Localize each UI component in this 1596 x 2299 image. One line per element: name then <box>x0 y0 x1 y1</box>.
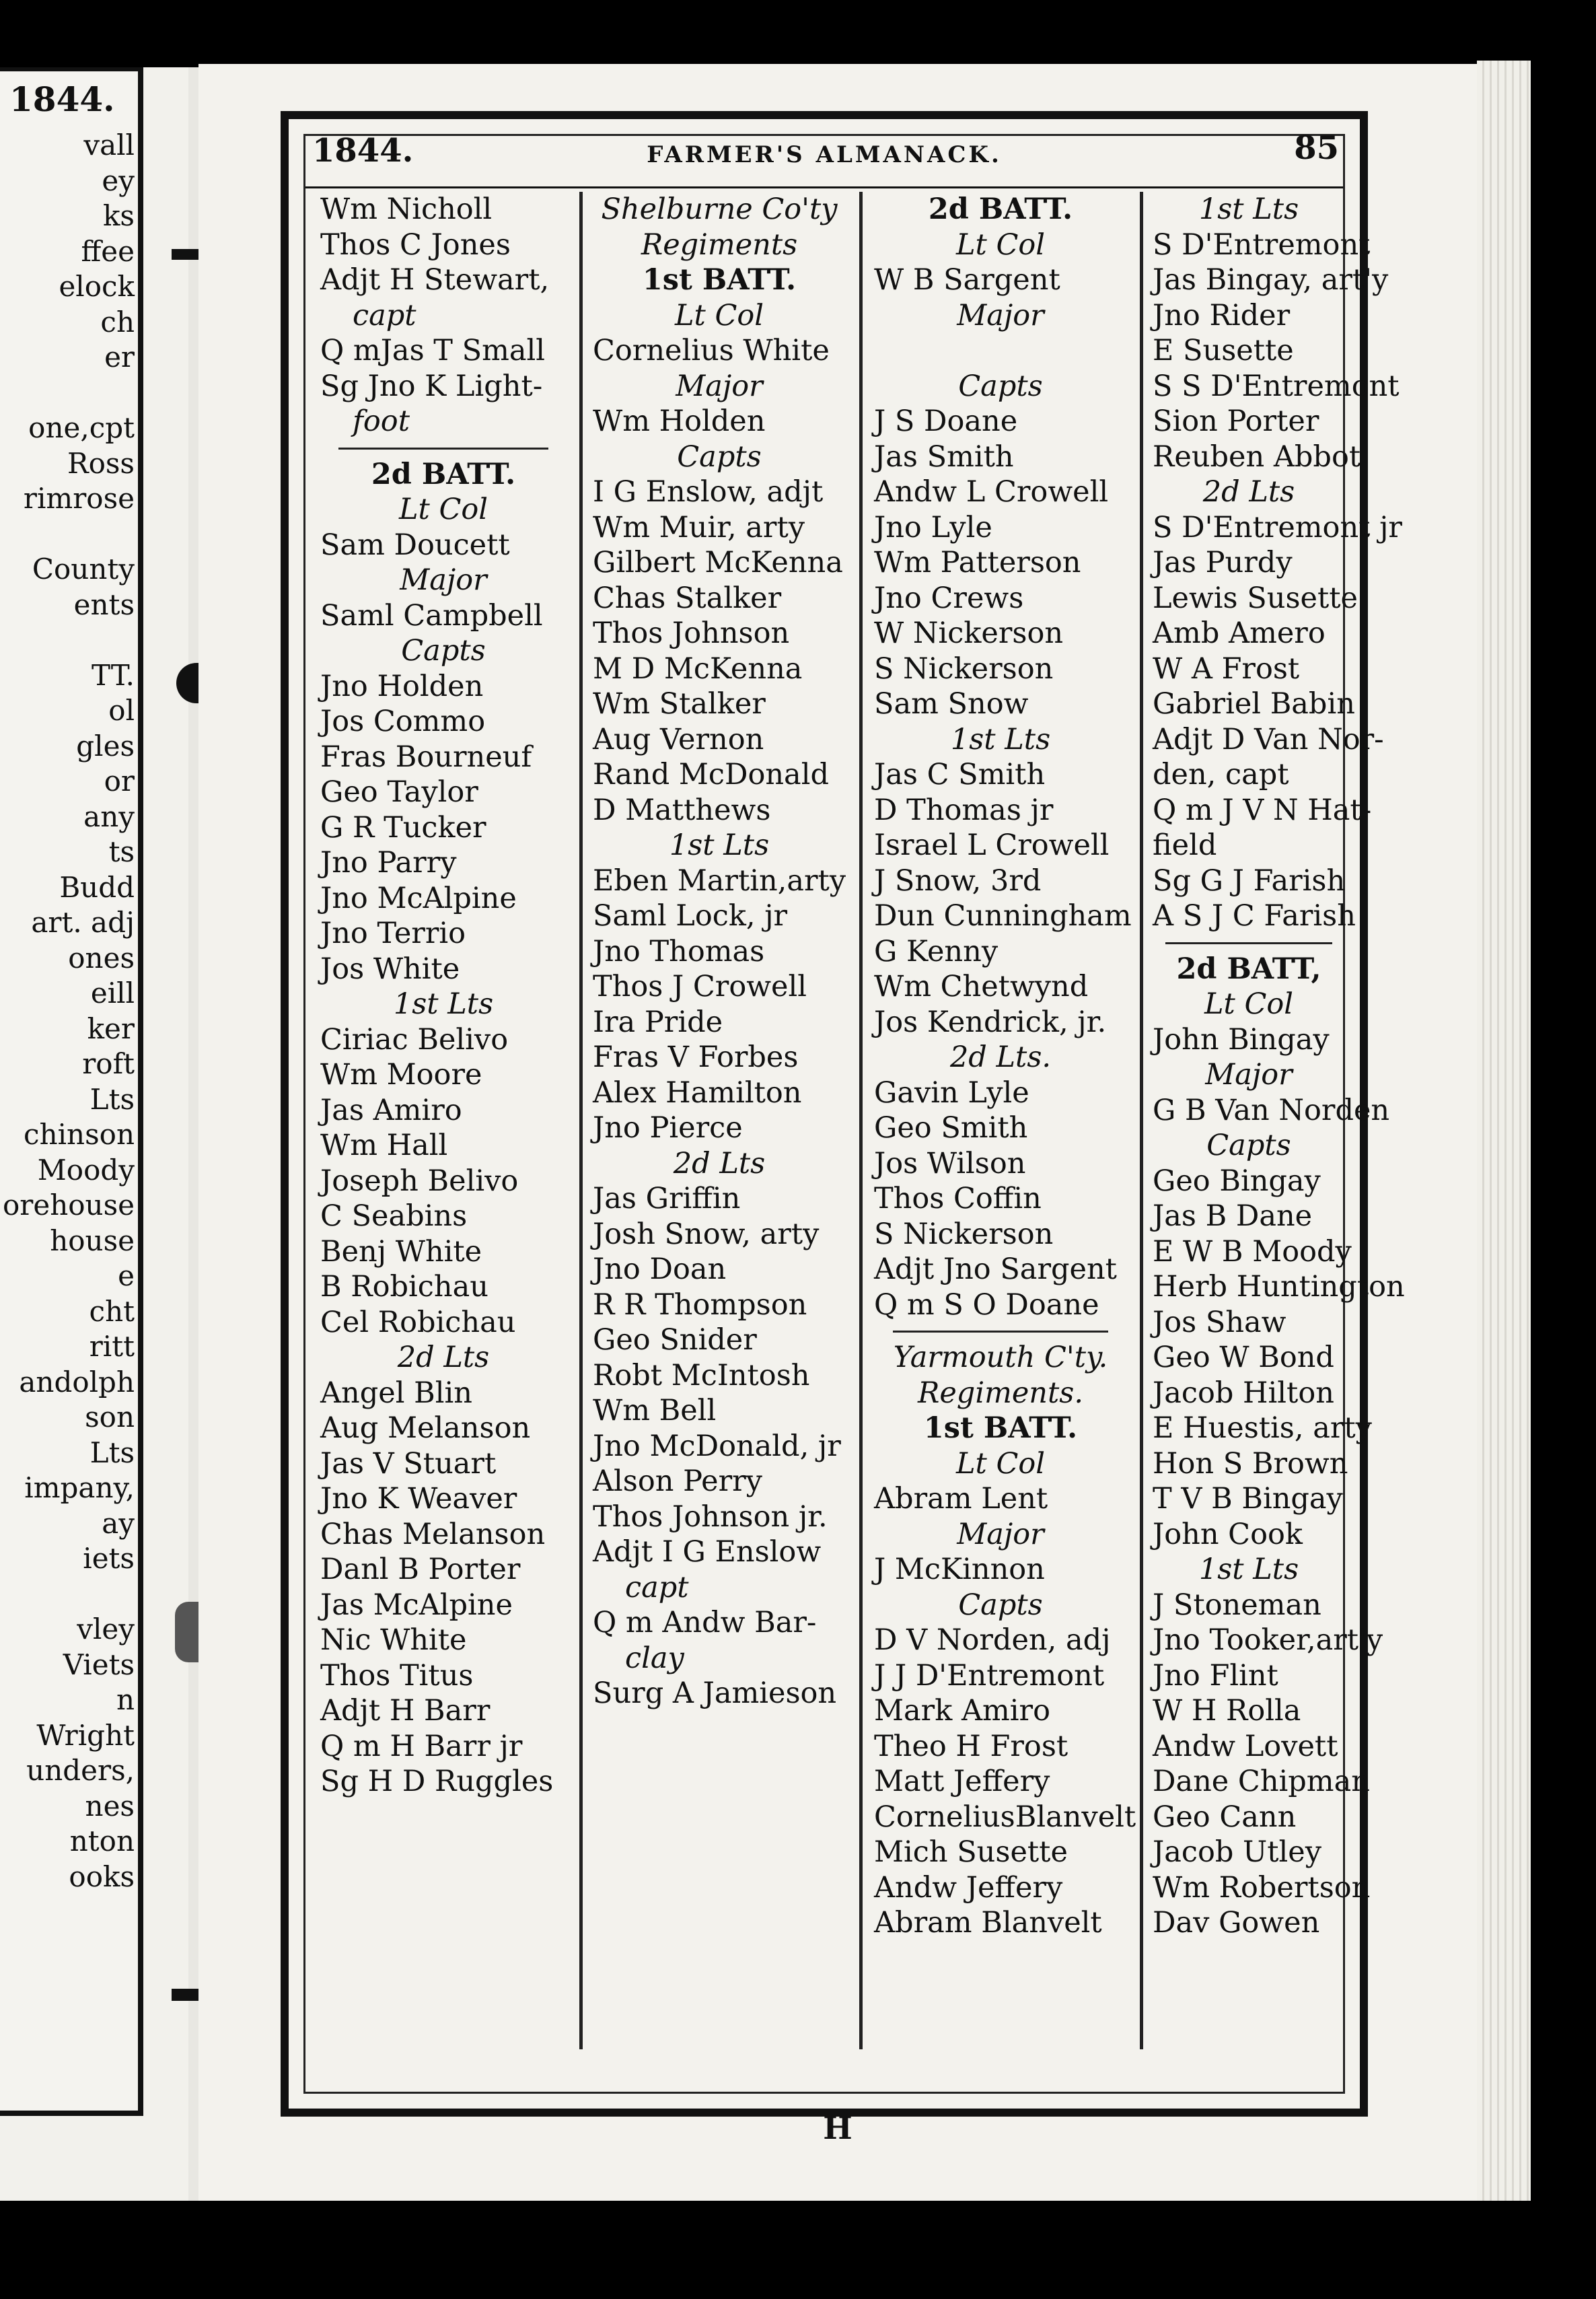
left-page-line: Moody <box>37 1153 135 1187</box>
roster-entry: Nic White <box>320 1623 467 1657</box>
roster-heading: 2d BATT. <box>928 192 1073 226</box>
roster-entry: Saml Campbell <box>320 598 543 633</box>
roster-heading: 2d BATT, <box>1176 952 1321 986</box>
roster-entry: Q mJas T Small <box>320 334 546 367</box>
roster-entry: Abram Blanvelt <box>874 1906 1102 1940</box>
roster-heading: 1st Lts <box>1198 1553 1299 1586</box>
roster-entry: J Snow, 3rd <box>874 863 1042 898</box>
roster-entry: Thos C Jones <box>320 227 511 262</box>
roster-heading: Major <box>1205 1058 1293 1092</box>
roster-entry: Cel Robichau <box>320 1305 516 1339</box>
roster-entry: J Stoneman <box>1153 1588 1321 1622</box>
roster-entry: J J D'Entremont <box>874 1658 1105 1693</box>
left-page-line <box>0 1577 135 1613</box>
left-page-line: or <box>104 765 135 798</box>
roster-entry: Wm Holden <box>593 404 766 438</box>
roster-heading: Capts <box>958 369 1043 403</box>
left-page-line: Lts <box>89 1436 135 1469</box>
left-page-line: unders, <box>26 1754 135 1787</box>
left-page-line: ker <box>87 1012 135 1045</box>
roster-heading: 2d Lts. <box>949 1040 1052 1074</box>
roster-entry: Wm Moore <box>320 1058 482 1092</box>
roster-entry: field <box>1153 828 1217 862</box>
left-page-line: impany, <box>24 1471 135 1504</box>
roster-heading: Capts <box>958 1588 1043 1622</box>
roster-entry: Jno Pierce <box>593 1111 743 1145</box>
roster-entry: W B Sargent <box>874 263 1060 297</box>
roster-entry: Alson Perry <box>593 1464 762 1498</box>
roster-heading: Major <box>957 298 1044 332</box>
roster-entry: Jas Smith <box>874 439 1014 474</box>
roster-entry: Jno K Weaver <box>320 1482 517 1516</box>
left-page-line: cht <box>89 1294 135 1328</box>
roster-entry: Geo Snider <box>593 1323 757 1357</box>
roster-heading: Lt Col <box>398 493 488 526</box>
roster-heading: Shelburne Co'ty <box>601 192 838 226</box>
roster-entry: Aug Melanson <box>320 1411 531 1445</box>
roster-entry: Jas McAlpine <box>320 1588 513 1622</box>
roster-entry: Rand McDonald <box>593 758 829 791</box>
roster-entry: Abram Lent <box>874 1482 1048 1516</box>
roster-entry: Geo Bingay <box>1153 1164 1321 1198</box>
left-page-line: Ross <box>67 446 135 480</box>
roster-entry: Cornelius White <box>593 334 830 367</box>
roster-entry: Jas V Stuart <box>320 1446 497 1481</box>
roster-entry: Benj White <box>320 1234 482 1269</box>
roster-entry: Geo Taylor <box>320 775 478 809</box>
left-page-text <box>0 128 135 1895</box>
roster-heading: Lt Col <box>1204 987 1294 1021</box>
roster-entry: capt <box>353 298 416 332</box>
roster-entry: Wm Bell <box>593 1394 717 1427</box>
roster-entry: Jno Crews <box>874 581 1024 615</box>
roster-entry: Wm Hall <box>320 1129 448 1162</box>
left-page-line: TT. <box>92 658 135 692</box>
left-page-line: vall <box>83 129 135 162</box>
section-rule <box>1145 934 1353 952</box>
roster-heading: Major <box>676 369 763 403</box>
roster-entry: Amb Amero <box>1153 616 1326 650</box>
roster-entry: Thos Coffin <box>874 1182 1042 1215</box>
roster-entry: Andw Lovett <box>1153 1729 1338 1763</box>
page-header <box>305 129 1343 176</box>
roster-entry: Thos Johnson jr. <box>593 1499 828 1534</box>
roster-entry: G B Van Norden <box>1153 1093 1390 1127</box>
roster-entry: John Cook <box>1153 1517 1303 1551</box>
roster-entry: Herb Huntington <box>1153 1270 1405 1304</box>
roster-entry: Jas Bingay, art'y <box>1153 263 1389 297</box>
roster-entry: Jno McAlpine <box>320 881 517 915</box>
left-page-line: one,cpt <box>28 411 135 444</box>
roster-entry: D V Norden, adj <box>874 1623 1111 1657</box>
roster-entry: Adjt H Barr <box>320 1694 491 1728</box>
roster-entry: Jno McDonald, jr <box>593 1429 841 1463</box>
roster-entry: foot <box>353 404 410 438</box>
roster-entry: W Nickerson <box>874 616 1064 650</box>
roster-entry: Gavin Lyle <box>874 1075 1029 1110</box>
roster-entry: Wm Muir, arty <box>593 510 805 544</box>
page-number: 85 <box>1294 129 1339 167</box>
roster-entry <box>866 333 1135 369</box>
roster-entry: Israel L Crowell <box>874 828 1110 862</box>
roster-entry: Reuben Abbot <box>1153 439 1361 474</box>
roster-heading: Regiments <box>641 227 798 262</box>
roster-entry: Lewis Susette <box>1153 581 1358 615</box>
roster-entry: Jas C Smith <box>874 758 1046 791</box>
roster-column-1 <box>312 192 575 2049</box>
roster-heading: Major <box>957 1517 1044 1551</box>
roster-entry: Theo H Frost <box>874 1729 1068 1763</box>
left-page-year: 1844. <box>9 79 115 119</box>
left-page-line: er <box>104 341 135 374</box>
roster-entry: Adjt H Stewart, <box>320 263 550 297</box>
roster-heading: 2d Lts <box>673 1146 766 1180</box>
roster-entry: Thos Johnson <box>593 616 790 650</box>
roster-entry: Geo Cann <box>1153 1800 1297 1834</box>
left-page-line: andolph <box>19 1365 135 1399</box>
roster-entry: Ciriac Belivo <box>320 1022 509 1057</box>
left-page-line: art. adj <box>31 906 135 939</box>
left-page-line: iets <box>83 1542 135 1575</box>
roster-entry: Jos Shaw <box>1153 1305 1286 1339</box>
roster-heading: 2d BATT. <box>371 457 516 491</box>
roster-entry: I G Enslow, adjt <box>593 475 824 509</box>
roster-entry: Jacob Hilton <box>1153 1376 1334 1410</box>
roster-entry: Fras Bourneuf <box>320 740 532 774</box>
left-page-line: eill <box>90 977 135 1010</box>
section-rule <box>866 1322 1135 1340</box>
roster-entry: Alex Hamilton <box>593 1075 802 1110</box>
roster-entry: Fras V Forbes <box>593 1040 799 1074</box>
roster-entry: Gabriel Babin <box>1153 687 1355 721</box>
roster-entry: W H Rolla <box>1153 1694 1301 1728</box>
roster-heading: Capts <box>1206 1129 1291 1162</box>
roster-entry: Saml Lock, jr <box>593 899 788 933</box>
left-page-line: ones <box>68 941 135 975</box>
roster-entry: den, capt <box>1153 758 1289 791</box>
roster-entry: S S D'Entremont <box>1153 369 1400 403</box>
roster-entry: Thos Titus <box>320 1658 474 1693</box>
roster-entry: G Kenny <box>874 934 999 968</box>
roster-entry: Hon S Brown <box>1153 1446 1348 1481</box>
roster-entry: T V B Bingay <box>1153 1482 1343 1516</box>
left-page-line: Wright <box>36 1718 135 1752</box>
roster-entry: Eben Martin,arty <box>593 863 846 898</box>
roster-heading: Capts <box>401 634 486 668</box>
roster-entry: Jos White <box>320 952 460 986</box>
left-page-line: County <box>32 553 135 586</box>
left-page-line: elock <box>59 270 135 303</box>
roster-entry: Sg G J Farish <box>1153 863 1346 898</box>
roster-heading: Lt Col <box>955 1446 1046 1481</box>
roster-heading: 1st BATT. <box>642 263 797 297</box>
roster-entry: Sg Jno K Light- <box>320 369 543 403</box>
roster-entry: Dun Cunningham <box>874 899 1132 933</box>
roster-entry: Q m J V N Hat- <box>1153 793 1372 827</box>
roster-entry: Surg A Jamieson <box>593 1676 837 1710</box>
roster-entry: A S J C Farish <box>1153 899 1356 933</box>
left-page-line: gles <box>76 729 135 763</box>
roster-entry: Jno Tooker,art'y <box>1153 1623 1383 1657</box>
roster-entry: Jas Purdy <box>1153 546 1293 579</box>
roster-entry: Jos Kendrick, jr. <box>874 1005 1107 1039</box>
roster-entry: Sam Doucett <box>320 528 510 562</box>
left-page-line: n <box>116 1683 135 1716</box>
left-page-line: ol <box>108 694 135 727</box>
left-page-line: ch <box>100 305 135 339</box>
roster-entry: Geo W Bond <box>1153 1341 1334 1374</box>
roster-entry: Geo Smith <box>874 1111 1028 1145</box>
roster-entry: Jacob Utley <box>1153 1835 1322 1869</box>
roster-entry: Q m S O Doane <box>874 1287 1099 1322</box>
roster-heading: 1st Lts <box>950 722 1051 756</box>
left-page-line: Budd <box>59 870 135 904</box>
roster-column-2 <box>585 192 854 2049</box>
roster-heading: 1st Lts <box>669 828 770 862</box>
roster-entry: Gilbert McKenna <box>593 546 843 579</box>
roster-entry: Aug Vernon <box>593 722 764 756</box>
roster-entry: Jos Commo <box>320 705 486 738</box>
roster-entry: E Huestis, arty <box>1153 1411 1372 1445</box>
roster-entry: Jas B Dane <box>1153 1199 1313 1233</box>
roster-entry: CorneliusBlanvelt <box>874 1800 1136 1834</box>
roster-entry: Jno Doan <box>593 1252 727 1286</box>
roster-entry: Chas Melanson <box>320 1517 546 1551</box>
roster-entry: Josh Snow, arty <box>593 1217 820 1251</box>
roster-entry: Wm Chetwynd <box>874 970 1089 1003</box>
roster-entry: S Nickerson <box>874 1217 1054 1251</box>
roster-entry: Andw Jeffery <box>874 1870 1063 1905</box>
roster-entry: Jas Amiro <box>320 1093 462 1127</box>
roster-entry: Wm Nicholl <box>320 192 493 226</box>
roster-entry: Wm Stalker <box>593 687 766 721</box>
roster-entry: S D'Entremont jr <box>1153 510 1402 544</box>
roster-heading: Lt Col <box>955 227 1046 262</box>
roster-entry: Sg H D Ruggles <box>320 1765 554 1798</box>
roster-entry: Adjt Jno Sargent <box>874 1252 1117 1286</box>
left-page-line: rimrose <box>23 482 135 515</box>
column-divider <box>859 192 863 2049</box>
roster-entry: Jas Griffin <box>593 1182 741 1215</box>
roster-entry: Wm Patterson <box>874 546 1081 579</box>
column-divider <box>579 192 583 2049</box>
roster-entry: Robt McIntosh <box>593 1358 810 1392</box>
roster-entry: E Susette <box>1153 334 1294 367</box>
page-frame <box>281 111 1405 2117</box>
roster-entry: Adjt I G Enslow <box>593 1535 822 1569</box>
roster-entry: Jno Flint <box>1153 1658 1278 1693</box>
roster-entry: Chas Stalker <box>593 581 782 615</box>
left-page-line: e <box>118 1259 135 1292</box>
roster-entry: Thos J Crowell <box>593 970 807 1003</box>
left-page-line: Viets <box>63 1648 135 1681</box>
roster-entry: E W B Moody <box>1153 1234 1352 1269</box>
header-year: 1844. <box>312 132 414 170</box>
roster-heading: Lt Col <box>674 298 764 332</box>
header-rule <box>305 186 1343 188</box>
column-divider <box>1140 192 1143 2049</box>
page-edges <box>1477 61 1531 2201</box>
left-page-line: ey <box>102 164 135 197</box>
section-rule <box>312 439 575 457</box>
roster-entry: Jno Holden <box>320 669 484 703</box>
roster-heading: 1st BATT. <box>923 1411 1078 1445</box>
roster-entry: Sam Snow <box>874 687 1029 721</box>
left-page-line: ritt <box>89 1330 135 1363</box>
header-title: FARMER'S ALMANACK. <box>647 141 1002 168</box>
roster-heading: 2d Lts <box>397 1341 490 1374</box>
roster-entry: Dane Chipman <box>1153 1765 1370 1798</box>
left-page-line <box>0 376 135 411</box>
roster-entry: Matt Jeffery <box>874 1765 1050 1798</box>
roster-entry: M D McKenna <box>593 651 803 686</box>
roster-entry: Adjt D Van Nor- <box>1153 722 1384 756</box>
roster-entry: Sion Porter <box>1153 404 1319 438</box>
roster-entry: Jno Rider <box>1153 298 1291 332</box>
left-page-line: roft <box>82 1047 135 1080</box>
roster-entry: Angel Blin <box>320 1376 472 1410</box>
left-page-line: vley <box>77 1613 135 1646</box>
roster-heading: 1st Lts <box>1198 192 1299 226</box>
roster-column-3 <box>866 192 1135 2049</box>
roster-entry: D Matthews <box>593 793 771 827</box>
left-page-line: nton <box>69 1825 135 1858</box>
roster-entry: S D'Entremont <box>1153 227 1371 262</box>
roster-entry: Danl B Porter <box>320 1553 521 1586</box>
left-page-line: ffee <box>81 234 135 268</box>
roster-entry: S Nickerson <box>874 651 1054 686</box>
almanac-page <box>198 64 1477 2201</box>
roster-entry: capt <box>625 1570 689 1604</box>
roster-entry: Jno Lyle <box>874 510 992 544</box>
left-page-line: orehouse <box>2 1189 135 1222</box>
roster-entry: Mich Susette <box>874 1835 1068 1869</box>
page-footer-signature: H <box>823 2110 853 2146</box>
roster-heading: Capts <box>677 439 762 474</box>
roster-entry: Jos Wilson <box>874 1146 1026 1180</box>
roster-entry: C Seabins <box>320 1199 468 1233</box>
left-page-line: ks <box>102 199 135 232</box>
left-page-line <box>0 623 135 658</box>
roster-entry: Dav Gowen <box>1153 1906 1320 1940</box>
left-page-line: ts <box>108 835 135 868</box>
roster-entry: Q m H Barr jr <box>320 1729 523 1763</box>
roster-heading: 2d Lts <box>1202 475 1295 509</box>
left-page-line: son <box>85 1401 135 1434</box>
roster-entry: J McKinnon <box>874 1553 1045 1586</box>
roster-column-4 <box>1145 192 1405 2049</box>
roster-heading: Yarmouth C'ty. <box>893 1341 1108 1374</box>
roster-entry: B Robichau <box>320 1270 488 1304</box>
left-page-line: Lts <box>89 1082 135 1116</box>
roster-entry: Mark Amiro <box>874 1694 1050 1728</box>
roster-heading: Major <box>400 563 487 597</box>
roster-entry: Q m Andw Bar- <box>593 1606 817 1639</box>
left-page-line: ents <box>73 588 135 621</box>
roster-entry: Jno Parry <box>320 846 457 880</box>
left-page-line: ay <box>102 1506 135 1540</box>
roster-entry: Joseph Belivo <box>320 1164 519 1198</box>
roster-entry: John Bingay <box>1153 1022 1330 1057</box>
roster-entry: J S Doane <box>874 404 1018 438</box>
left-page-line: ooks <box>69 1860 135 1893</box>
left-page-line: house <box>50 1224 135 1257</box>
roster-heading: 1st Lts <box>393 987 494 1021</box>
roster-entry: R R Thompson <box>593 1287 807 1322</box>
roster-entry: Jno Terrio <box>320 917 466 950</box>
left-page-line: any <box>83 800 135 833</box>
left-page-line: chinson <box>24 1118 135 1151</box>
roster-entry: Ira Pride <box>593 1005 723 1039</box>
roster-entry: Wm Robertson <box>1153 1870 1371 1905</box>
roster-entry: D Thomas jr <box>874 793 1054 827</box>
roster-entry: W A Frost <box>1153 651 1300 686</box>
roster-entry: G R Tucker <box>320 810 486 845</box>
left-page-line: nes <box>85 1789 135 1823</box>
roster-entry: clay <box>625 1641 684 1675</box>
left-page-line <box>0 517 135 553</box>
roster-entry: Jno Thomas <box>593 934 765 968</box>
roster-entry: Andw L Crowell <box>874 475 1109 509</box>
roster-heading: Regiments. <box>917 1376 1084 1410</box>
